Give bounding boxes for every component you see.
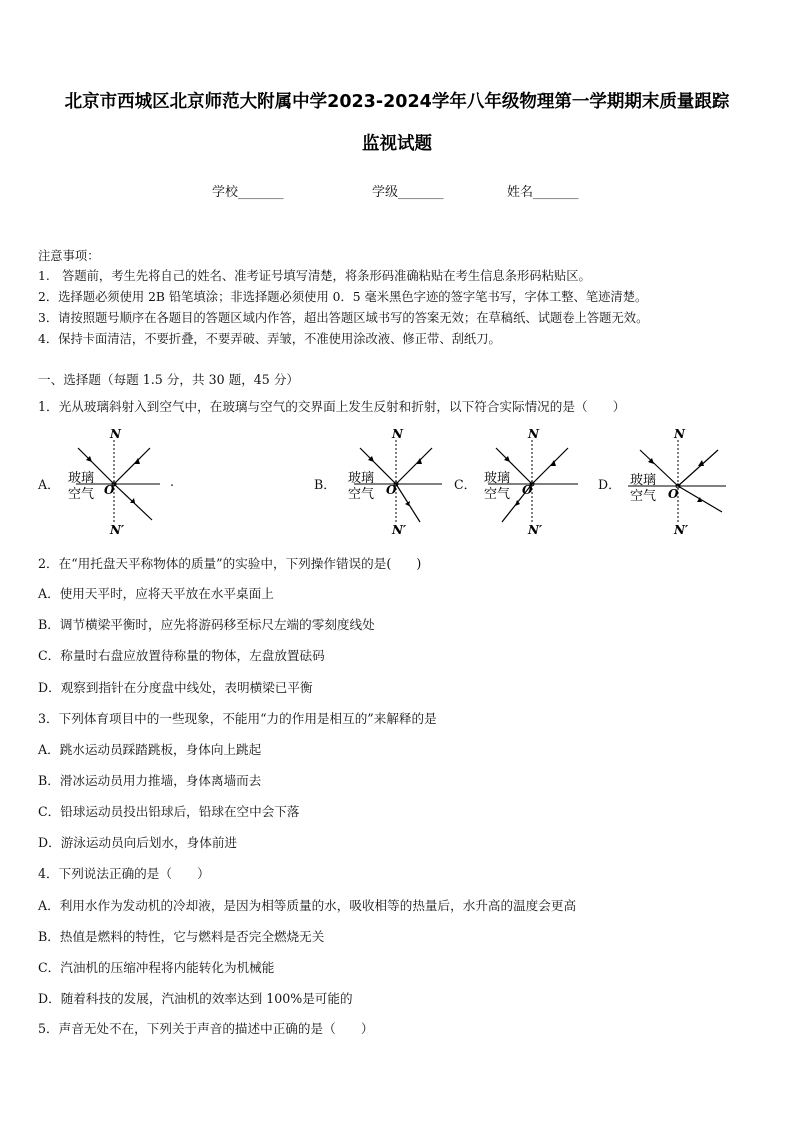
q1-b-label-glass: 玻璃 [348,471,375,486]
q1-diagram-c [482,426,586,536]
q1-a-label-air: 空气 [68,487,95,502]
q1-c-label-o: O [522,483,533,497]
q1-option-a-dot: . [170,474,175,489]
q2-option-b: B．调节横梁平衡时，应先将游码移至标尺左端的零刻度线处 [38,617,375,632]
q1-option-a-label: A． [38,477,60,492]
q5-stem: 5．声音无处不在，下列关于声音的描述中正确的是（ ） [38,1021,374,1036]
q1-c-label-air: 空气 [484,487,511,502]
q1-option-c-label: C． [454,477,477,492]
q1-option-b-label: B． [314,477,336,492]
notice-heading: 注意事项： [38,249,100,263]
notice-item-3: 3．请按照题号顺序在各题目的答题区域内作答，超出答题区域书写的答案无效；在草稿纸、试题卷上答题无效。 [38,311,649,325]
q3-option-a: A．跳水运动员踩踏跳板，身体向上跳起 [38,742,262,757]
q1-d-label-glass: 玻璃 [630,473,657,488]
q1-d-label-nprime: N′ [674,523,689,536]
q1-diagram-d [626,426,730,536]
grade-field: 学级_______ [372,185,444,200]
q2-option-d: D．观察到指针在分度盘中线处，表明横梁已平衡 [38,680,313,695]
q4-option-b: B．热值是燃料的特性，它与燃料是否完全燃烧无关 [38,929,325,944]
q1-c-label-glass: 玻璃 [484,471,511,486]
q1-c-label-nprime: N′ [528,523,543,536]
q2-option-a: A．使用天平时，应将天平放在水平桌面上 [38,586,274,601]
q1-diagram-a [64,426,170,536]
q4-option-a: A．利用水作为发动机的冷却液，是因为相等质量的水，吸收相等的热量后，水升高的温度会更高 [38,898,577,913]
notice-item-2: 2．选择题必须使用 2B 铅笔填涂；非选择题必须使用 0．5 毫米黑色字迹的签字笔书写，字体工整、笔迹清楚。 [38,290,648,304]
name-field: 姓名_______ [507,185,579,200]
exam-title-line2: 监视试题 [362,134,432,154]
q3-option-c: C．铅球运动员投出铅球后，铅球在空中会下落 [38,804,300,819]
q1-stem: 1．光从玻璃斜射入到空气中，在玻璃与空气的交界面上发生反射和折射，以下符合实际情况的是（ ） [38,399,626,414]
q1-b-label-o: O [386,483,397,497]
q1-b-label-n: N [392,427,403,441]
q3-option-d: D．游泳运动员向后划水，身体前进 [38,835,238,850]
q1-diagram-b [346,426,450,536]
section-heading: 一、选择题（每题 1.5 分，共 30 题，45 分） [38,372,300,387]
q1-d-label-o: O [668,487,679,501]
notice-item-4: 4．保持卡面清洁，不要折叠，不要弄破、弄皱，不准使用涂改液、修正带、刮纸刀。 [38,332,501,346]
q2-stem: 2．在“用托盘天平称物体的质量”的实验中，下列操作错误的是( ) [38,556,422,571]
q1-d-label-air: 空气 [630,489,657,504]
q1-a-label-glass: 玻璃 [68,471,95,486]
q1-d-label-n: N [674,427,685,441]
q1-a-label-nprime: N′ [110,523,125,536]
q1-a-label-n: N [110,427,121,441]
q2-option-c: C．称量时右盘应放置待称量的物体，左盘放置砝码 [38,648,325,663]
q3-stem: 3．下列体育项目中的一些现象，不能用“力的作用是相互的”来解释的是 [38,711,437,726]
school-field: 学校_______ [212,185,284,200]
q1-b-label-air: 空气 [348,487,375,502]
q1-option-d-label: D． [598,477,621,492]
exam-title-line1: 北京市西城区北京师范大附属中学2023-2024学年八年级物理第一学期期末质量跟踪 [64,92,730,112]
q4-option-c: C．汽油机的压缩冲程将内能转化为机械能 [38,960,275,975]
q1-a-label-o: O [104,483,115,497]
q1-c-label-n: N [528,427,539,441]
notice-item-1: 1. 答题前，考生先将自己的姓名、准考证号填写清楚，将条形码准确粘贴在考生信息条形码粘贴区。 [38,269,591,283]
q3-option-b: B．滑冰运动员用力推墙，身体离墙而去 [38,773,262,788]
q1-b-label-nprime: N′ [392,523,407,536]
q4-stem: 4．下列说法正确的是（ ） [38,866,210,881]
q4-option-d: D．随着科技的发展，汽油机的效率达到 100%是可能的 [38,991,353,1006]
